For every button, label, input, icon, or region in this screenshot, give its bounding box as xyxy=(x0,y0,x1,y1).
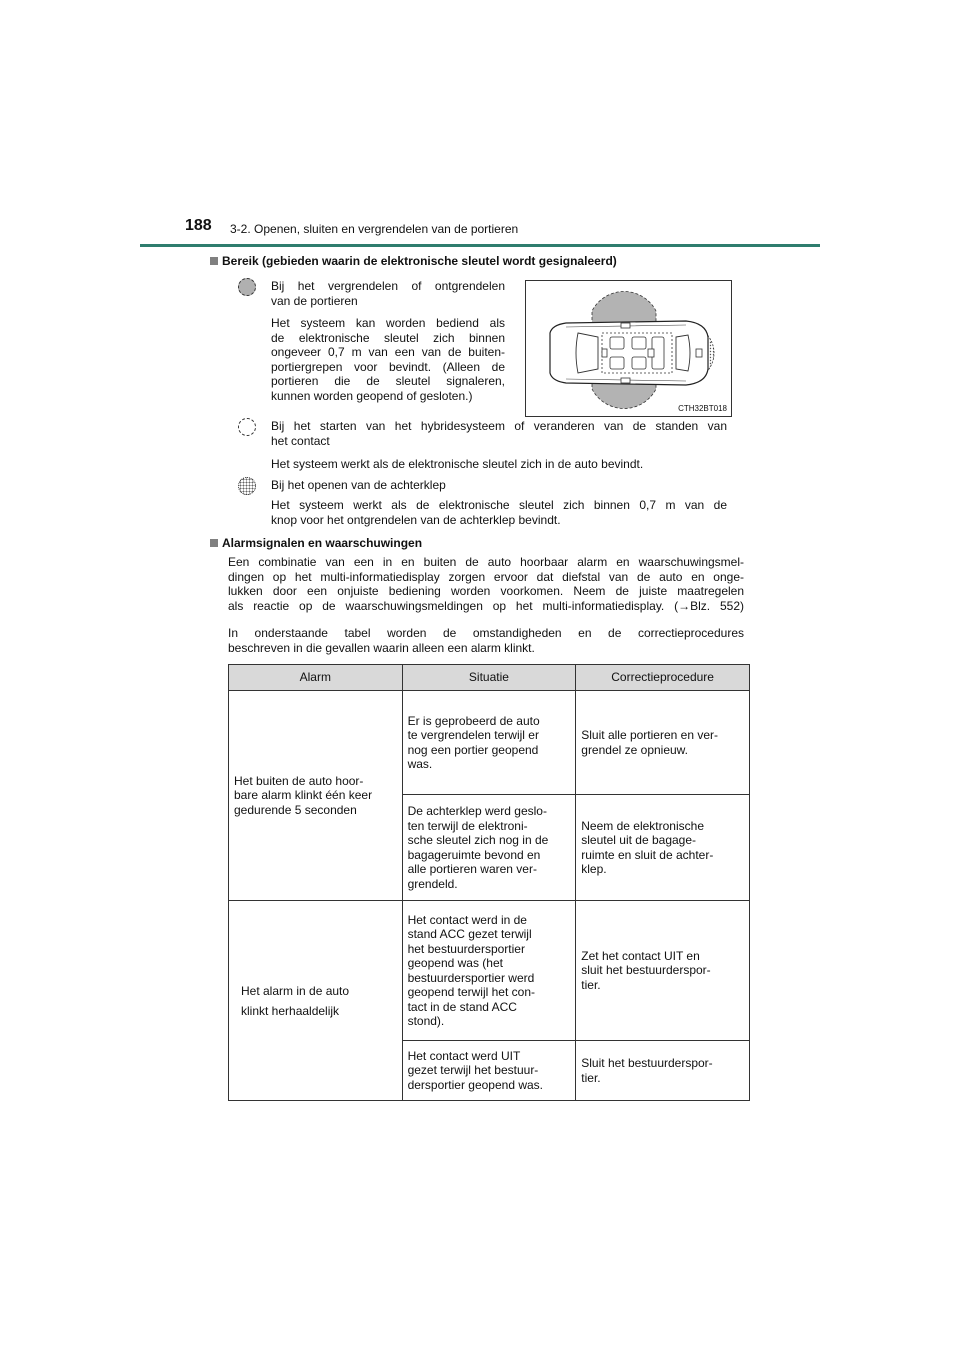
paragraph-line: dingen op het multi-informatiedisplay zorgen ervoor dat diefstal van de auto en onge- xyxy=(228,569,744,584)
header-correction: Correctieprocedure xyxy=(576,665,750,691)
situation-cell xyxy=(402,691,576,795)
cell-line: alle portieren waren ver- xyxy=(407,862,537,876)
cell-line: bagageruimte bevond en xyxy=(407,847,541,862)
white-area-icon xyxy=(238,418,256,436)
cell-line: geopend terwijl het con- xyxy=(407,985,535,999)
cell-line: De achterklep werd geslo- xyxy=(407,804,547,818)
cell-line: Zet het contact UIT en xyxy=(581,948,700,963)
correction-cell xyxy=(576,795,750,901)
cell-line: grendel ze opnieuw. xyxy=(581,742,689,757)
cell-line: tier. xyxy=(581,977,601,992)
situation-cell xyxy=(402,901,576,1041)
chapter-title: 3-2. Openen, sluiten en vergrendelen van de portieren xyxy=(230,222,519,236)
cell-line: Het buiten de auto hoor- xyxy=(234,773,364,788)
cell-line: Het contact werd UIT xyxy=(407,1048,521,1063)
car-top-view-illustration xyxy=(526,281,733,418)
correction-cell xyxy=(576,691,750,795)
cell-line: tier. xyxy=(581,1070,601,1085)
header-alarm: Alarm xyxy=(229,665,403,691)
table-header-row xyxy=(229,665,750,691)
cell-line: stond). xyxy=(407,1014,445,1028)
cell-line: dersportier geopend was. xyxy=(407,1077,543,1092)
item3-body-line: Het systeem werkt als de elektronische sleutel zich binnen 0,7 m van de xyxy=(271,498,727,512)
cell-line: geopend was (het xyxy=(407,956,503,970)
cell-line: sluit het bestuurderspor- xyxy=(581,963,711,978)
header-rule xyxy=(140,244,820,247)
item1-body-line: ongeveer 0,7 m van een van de buiten- xyxy=(271,345,505,359)
cell-line: sleutel uit de bagage- xyxy=(581,833,697,847)
table-row xyxy=(229,901,750,1041)
cell-line: grendeld. xyxy=(407,876,458,891)
cell-line: het bestuurdersportier xyxy=(407,941,525,956)
cell-line: Het contact werd in de xyxy=(407,912,527,927)
situation-cell xyxy=(402,1041,576,1101)
paragraph-line: In onderstaande tabel worden de omstandigheden en de correctieprocedures xyxy=(228,626,744,640)
cell-line: was. xyxy=(407,757,433,771)
alarm-cell xyxy=(229,901,403,1101)
cell-line: klep. xyxy=(581,862,607,876)
situation-cell xyxy=(402,795,576,901)
cell-line: Sluit het bestuurderspor- xyxy=(581,1056,713,1070)
alarm-heading-text: Alarmsignalen en waarschuwingen xyxy=(222,536,423,550)
item2-body: Het systeem werkt als de elektronische sleutel zich in de auto bevindt. xyxy=(271,457,644,471)
page-number: 188 xyxy=(185,217,212,234)
header-situation: Situatie xyxy=(402,665,576,691)
item1-title-line: van de portieren xyxy=(271,293,358,308)
alarm-table xyxy=(228,664,750,1101)
alarm-paragraph-2 xyxy=(228,626,744,655)
detection-area-figure xyxy=(525,280,732,417)
cell-line: bare alarm klinkt één keer xyxy=(234,788,373,803)
alarm-paragraph-1 xyxy=(228,555,744,613)
section-square-icon xyxy=(210,539,218,547)
item2-title-line: het contact xyxy=(271,433,330,448)
cell-line: ten terwijl de elektroni- xyxy=(407,818,528,833)
item1-title xyxy=(271,279,505,308)
cell-line: Neem de elektronische xyxy=(581,818,704,833)
alarm-cell xyxy=(229,691,403,901)
item3-body xyxy=(271,498,727,527)
cell-line: ruimte en sluit de achter- xyxy=(581,847,714,862)
cell-line: Sluit alle portieren en ver- xyxy=(581,728,718,742)
cell-line: bestuurdersportier werd xyxy=(407,970,535,985)
item1-body-line: kunnen worden geopend of gesloten.) xyxy=(271,388,473,403)
item2-title-line: Bij het starten van het hybridesysteem of veranderen van de standen van xyxy=(271,419,727,433)
item3-title: Bij het openen van de achterklep xyxy=(271,478,446,492)
paragraph-line: Een combinatie van een in en buiten de auto hoorbaar alarm en waarschuwingsmel- xyxy=(228,555,744,569)
item2-title xyxy=(271,419,727,448)
item1-body-line: Het systeem kan worden bediend als xyxy=(271,316,505,330)
table-row xyxy=(229,691,750,795)
cell-line: Het alarm in de auto xyxy=(241,983,350,998)
cell-line: klinkt herhaaldelijk xyxy=(241,1003,340,1018)
paragraph-line: beschreven in die gevallen waarin alleen een alarm klinkt. xyxy=(228,640,535,655)
figure-code: CTH32BT018 xyxy=(678,404,727,413)
item1-body-line: de elektronische sleutel zich binnen xyxy=(271,330,505,345)
cell-line: tact in de stand ACC xyxy=(407,999,517,1014)
section-square-icon xyxy=(210,257,218,265)
item3-body-line: knop voor het ontgrendelen van de achterklep bevindt. xyxy=(271,512,561,527)
range-section-heading xyxy=(210,254,617,268)
item1-body xyxy=(271,316,505,403)
paragraph-line: als reactie op de waarschuwingsmeldingen op het multi-informatiedisplay. (→Blz. 552) xyxy=(228,598,744,613)
cell-line: Er is geprobeerd de auto xyxy=(407,713,540,728)
cell-line: gedurende 5 seconden xyxy=(234,802,357,817)
cell-line: te vergrendelen terwijl er xyxy=(407,728,539,742)
paragraph-line: lukken door een onjuiste bediening worden voorkomen. Neem de juiste maatregelen xyxy=(228,584,744,598)
alarm-section-heading xyxy=(210,536,422,550)
cell-line: stand ACC gezet terwijl xyxy=(407,927,532,941)
item1-body-line: portiergrepen voor bevindt. (Alleen de xyxy=(271,359,505,374)
cell-line: gezet terwijl het bestuur- xyxy=(407,1063,539,1078)
correction-cell xyxy=(576,901,750,1041)
cell-line: sche sleutel zich nog in de xyxy=(407,833,549,847)
item1-title-line: Bij het vergrendelen of ontgrendelen xyxy=(271,279,505,293)
item1-body-line: portieren die de sleutel signaleren, xyxy=(271,374,505,388)
gray-area-icon xyxy=(238,278,256,296)
range-heading-text: Bereik (gebieden waarin de elektronische sleutel wordt gesignaleerd) xyxy=(222,254,617,268)
cell-line: nog een portier geopend xyxy=(407,742,539,757)
correction-cell xyxy=(576,1041,750,1101)
dotted-area-icon xyxy=(238,477,256,495)
